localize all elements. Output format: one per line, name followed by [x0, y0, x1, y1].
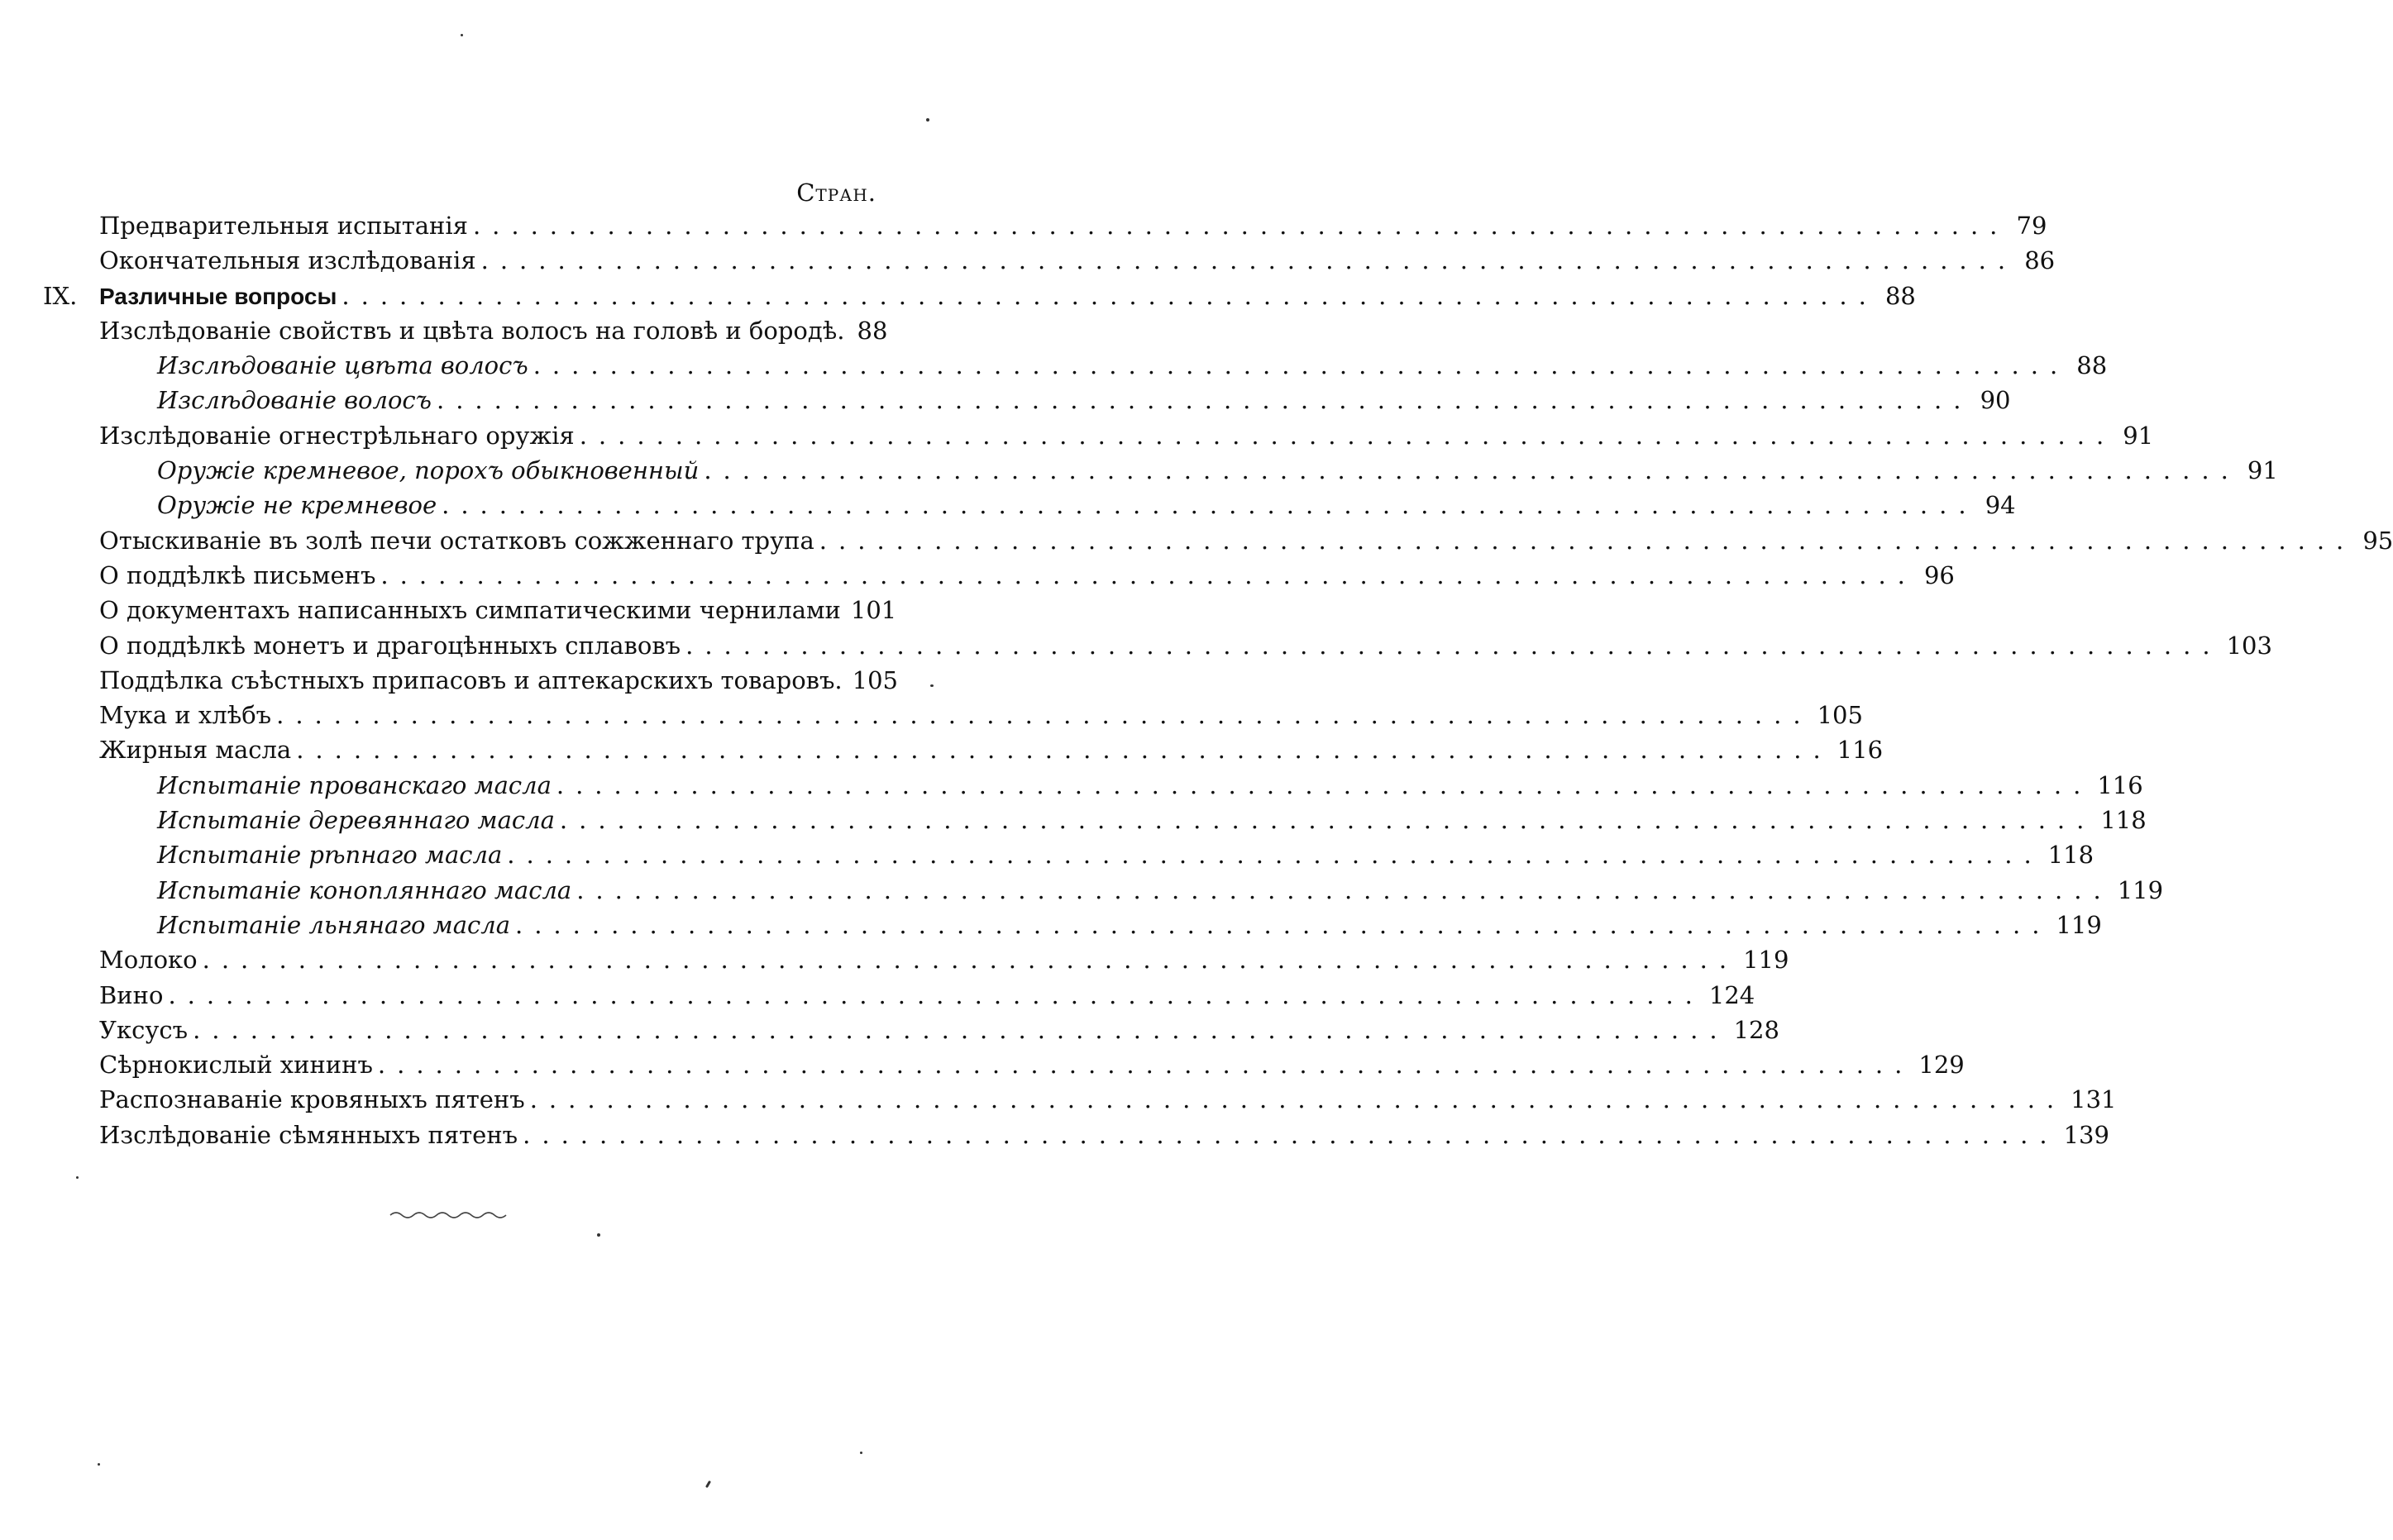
toc-entry-line: [157, 453, 2278, 488]
dot-leader: ................................................................................: [472, 212, 2009, 240]
toc-entry-title: Испытаніе льнянаго масла: [157, 910, 510, 939]
toc-entry-title: Уксусъ: [99, 1015, 189, 1044]
toc-entry-title: Жирныя масла: [99, 736, 292, 765]
toc-entry-title: Испытаніе прованскаго масла: [157, 770, 552, 799]
dot-leader: ................................................................................: [576, 875, 2113, 904]
toc-entry-title: Испытаніе деревяннаго масла: [157, 806, 555, 835]
toc-entry-title: Изслѣдованіе цвѣта волосъ: [157, 351, 528, 380]
toc-entry-line: [157, 873, 2164, 908]
toc-entry-title: О документахъ написанныхъ симпатическими чернилами: [99, 596, 841, 625]
toc-entry-line: [99, 1013, 1779, 1047]
toc-entry: [0, 593, 943, 627]
toc-page-number: 116: [1837, 736, 1884, 765]
toc-page-number: 116: [2097, 770, 2143, 799]
dot-leader: ................................................................................: [193, 1015, 1729, 1044]
toc-entry: [0, 908, 2102, 942]
toc-entry-title: Поддѣлка съѣстныхъ припасовъ и аптекарскихъ товаровъ.: [99, 665, 843, 694]
toc-entry: [0, 243, 2056, 278]
toc-page-number: 129: [1918, 1051, 1965, 1080]
decorative-divider: [389, 1209, 529, 1221]
toc-page-number: 119: [2056, 910, 2102, 939]
toc-page-number: 90: [1980, 386, 2011, 415]
toc-page-number: 124: [1708, 980, 1755, 1009]
toc-entry: [0, 732, 1884, 767]
toc-entry-title: Окончательныя изслѣдованія: [99, 246, 476, 275]
toc-entry-title: Оружіе не кремневое: [157, 491, 437, 520]
toc-page-number: 139: [2063, 1120, 2109, 1149]
toc-page-number: 101: [850, 596, 897, 625]
toc-entry-title: Испытаніе конопляннаго масла: [157, 875, 572, 904]
dot-leader: ................................................................................: [704, 456, 2240, 485]
toc-entry-title: Отыскиваніе въ золѣ печи остатковъ сожженнаго трупа: [99, 526, 814, 555]
toc-page-number: 94: [1985, 491, 2016, 520]
toc-entry-line: [99, 593, 897, 627]
toc-page-number: 103: [2226, 631, 2272, 660]
toc-entry-title: Изслѣдованіе сѣмянныхъ пятенъ: [99, 1120, 518, 1149]
toc-entry-line: [157, 348, 2108, 383]
toc-entry-line: [99, 628, 2272, 663]
dot-leader: ................................................................................: [380, 560, 1917, 589]
dot-leader: ................................................................................: [515, 910, 2051, 939]
toc-entry-line: [99, 279, 1916, 314]
toc-entry-line: [157, 803, 2147, 837]
dot-leader: ................................................................................: [523, 1120, 2059, 1149]
toc-page-number: 91: [2247, 456, 2278, 485]
page-speck: [926, 118, 929, 122]
toc-page-number: 88: [857, 316, 888, 345]
toc-entry-line: [99, 1047, 1965, 1082]
toc-entry: [0, 1118, 2109, 1152]
dot-leader: ................................................................................: [377, 1051, 1914, 1080]
dot-leader: ................................................................................: [819, 526, 2356, 555]
toc-page-number: 119: [1743, 946, 1789, 975]
toc-page-number: 88: [2076, 351, 2108, 380]
toc-entry-line: [99, 663, 899, 698]
toc-entry-line: [99, 732, 1884, 767]
dot-leader: ................................................................................: [480, 246, 2018, 275]
dot-leader: ................................................................................: [442, 491, 1978, 520]
dot-leader: ................................................................................: [559, 806, 2096, 835]
toc-entry: [0, 873, 2164, 908]
toc-entry-title: Вино: [99, 980, 164, 1009]
page-speck: [860, 1452, 862, 1454]
toc-entry: [0, 978, 1755, 1013]
toc-page-number: 128: [1733, 1015, 1779, 1044]
page-speck: [461, 34, 463, 36]
toc-entry-title: Молоко: [99, 946, 198, 975]
toc-entry-line: [99, 1082, 2117, 1117]
toc-entry-line: [99, 418, 2154, 453]
toc-page-number: 118: [2047, 841, 2094, 870]
toc-entry: [0, 1082, 2117, 1117]
toc-entry-line: [99, 698, 1863, 732]
toc-entry-line: [99, 523, 2393, 558]
page-speck: [597, 1233, 600, 1237]
toc-page-number: 105: [852, 665, 899, 694]
toc-entry-title: Сѣрнокислый хининъ: [99, 1051, 373, 1080]
page-speck: [930, 684, 934, 687]
dot-leader: ................................................................................: [202, 946, 1739, 975]
toc-entry: [0, 628, 2272, 663]
toc-entry: [0, 418, 2154, 453]
toc-entry-line: [99, 1118, 2109, 1152]
toc-entry-line: [157, 383, 2011, 417]
toc-entry: [0, 698, 1863, 732]
toc-entry: [0, 488, 2016, 522]
toc-entry-line: [99, 243, 2056, 278]
toc-page-number: 79: [2016, 212, 2047, 240]
dot-leader: ................................................................................: [533, 351, 2070, 380]
toc-entry-title: О поддѣлкѣ монетъ и драгоцѣнныхъ сплавовъ: [99, 631, 681, 660]
toc-page-number: 118: [2100, 806, 2147, 835]
toc-entry-title: Испытаніе рѣпнаго масла: [157, 841, 503, 870]
toc-page-number: 86: [2024, 246, 2056, 275]
dot-leader: ................................................................................: [529, 1085, 2066, 1114]
toc-entry: [0, 663, 943, 698]
dot-leader: ................................................................................: [296, 736, 1832, 765]
toc-page-number: 91: [2123, 421, 2154, 450]
toc-entry: [0, 1047, 1965, 1082]
toc-page-number: 105: [1817, 701, 1863, 730]
toc-entry-title: Различные вопросы: [99, 283, 337, 309]
table-of-contents: [0, 208, 2393, 1152]
toc-entry: [0, 768, 2143, 803]
toc-entry-line: [99, 942, 1789, 977]
dot-leader: ................................................................................: [507, 841, 2043, 870]
toc-page-number: 95: [2362, 526, 2393, 555]
toc-entry-title: Распознаваніе кровяныхъ пятенъ: [99, 1085, 525, 1114]
toc-entry: [0, 803, 2147, 837]
toc-entry-line: [157, 768, 2143, 803]
toc-entry: [0, 558, 1955, 593]
toc-entry-title: Оружіе кремневое, порохъ обыкновенный: [157, 456, 700, 485]
toc-page-number: 119: [2117, 875, 2164, 904]
toc-entry-title: Изслѣдованіе волосъ: [157, 386, 432, 415]
dot-leader: ................................................................................: [579, 421, 2116, 450]
toc-entry: [0, 279, 1916, 313]
toc-entry: [0, 523, 2393, 558]
toc-entry: [0, 348, 2108, 383]
dot-leader: ................................................................................: [556, 770, 2093, 799]
toc-entry-line: [157, 908, 2102, 942]
page-speck: [98, 1463, 100, 1466]
toc-entry-title: Мука и хлѣбъ: [99, 701, 272, 730]
toc-entry: [0, 313, 943, 348]
toc-entry-line: [99, 558, 1955, 593]
toc-page-number: 131: [2071, 1085, 2117, 1114]
toc-entry-line: [99, 208, 2047, 243]
toc-entry-title: Изслѣдованіе огнестрѣльнаго оружія: [99, 421, 575, 450]
page-column-header: Стран.: [796, 179, 876, 207]
toc-entry: [0, 942, 1789, 977]
dot-leader: ................................................................................: [168, 980, 1704, 1009]
toc-entry-title: Изслѣдованіе свойствъ и цвѣта волосъ на головѣ и бородѣ.: [99, 316, 845, 345]
toc-chapter-number: IX.: [43, 281, 78, 310]
dot-leader: ................................................................................: [685, 631, 2222, 660]
toc-entry: [0, 1013, 1779, 1047]
toc-page-number: 96: [1923, 560, 1955, 589]
toc-entry-title: О поддѣлкѣ письменъ: [99, 560, 376, 589]
toc-entry-line: [157, 488, 2016, 522]
toc-entry-line: [99, 313, 888, 348]
toc-entry: [0, 208, 2047, 243]
dot-leader: ................................................................................: [437, 386, 1973, 415]
toc-entry-line: [99, 978, 1755, 1013]
toc-entry: [0, 453, 2278, 488]
toc-entry: [0, 383, 2011, 417]
toc-entry-title: Предварительныя испытанія: [99, 212, 468, 240]
toc-entry: [0, 837, 2094, 872]
toc-page-number: 88: [1884, 281, 1916, 310]
page-speck: [76, 1176, 79, 1179]
page-speck: [705, 1480, 711, 1488]
dot-leader: ................................................................................: [276, 701, 1813, 730]
toc-entry-line: [157, 837, 2094, 872]
dot-leader: ................................................................................: [342, 281, 1878, 310]
